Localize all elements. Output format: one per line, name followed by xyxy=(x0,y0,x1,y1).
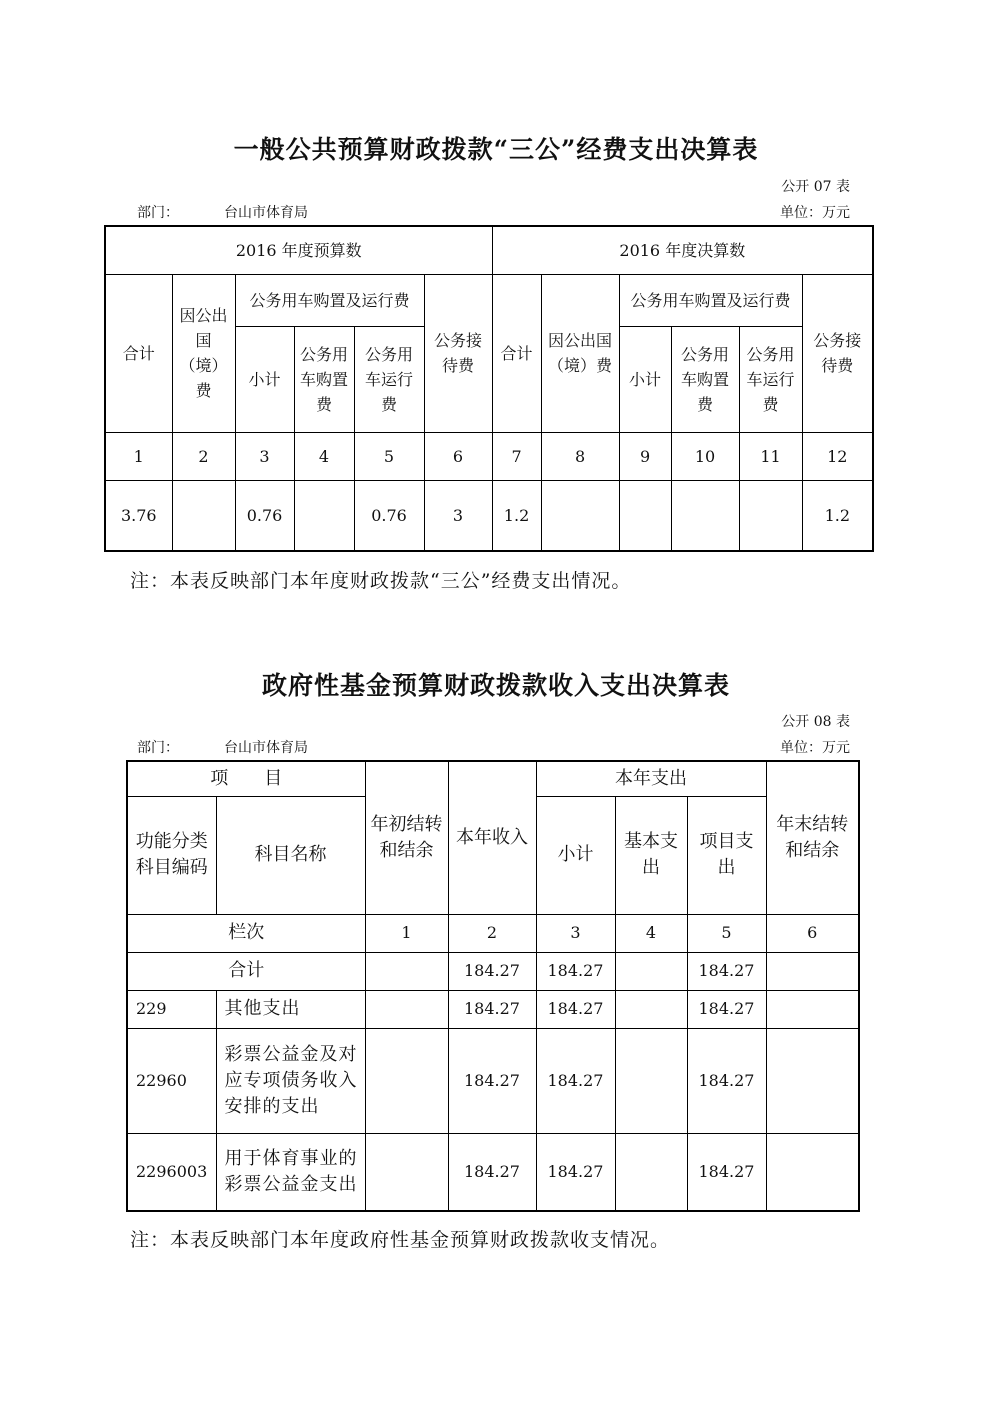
value-row xyxy=(105,480,873,551)
value-cell xyxy=(615,1133,687,1211)
col-number: 6 xyxy=(424,432,492,480)
value-cell xyxy=(615,990,687,1028)
table2-dept-name: 台山市体育局 xyxy=(224,740,308,756)
header-abroad-actual: 因公出国（境）费 xyxy=(541,274,619,432)
col-number: 10 xyxy=(671,432,739,480)
header-code: 功能分类科目编码 xyxy=(127,796,216,914)
column-number-row xyxy=(105,432,873,480)
col-number: 7 xyxy=(492,432,541,480)
value-cell xyxy=(365,990,448,1028)
header-name: 科目名称 xyxy=(216,796,365,914)
table2-title: 政府性基金预算财政拨款收入支出决算表 xyxy=(261,671,730,700)
value-cell xyxy=(294,480,354,551)
value-cell xyxy=(766,1028,859,1133)
value-cell xyxy=(365,1133,448,1211)
header-car-buy: 公务用车购置费 xyxy=(294,326,354,432)
value-cell: 184.27 xyxy=(536,952,615,990)
header-car-buy-actual: 公务用车购置费 xyxy=(671,326,739,432)
gov-fund-table xyxy=(126,760,860,1212)
value-cell: 184.27 xyxy=(687,1133,766,1211)
col-number: 1 xyxy=(365,914,448,952)
col-number: 2 xyxy=(448,914,536,952)
col-number: 1 xyxy=(105,432,172,480)
col-number: 2 xyxy=(172,432,235,480)
value-cell: 3.76 xyxy=(105,480,172,551)
table1-unit: 单位：万元 xyxy=(780,205,850,221)
value-cell xyxy=(619,480,671,551)
value-cell: 184.27 xyxy=(536,1133,615,1211)
value-cell xyxy=(766,1133,859,1211)
col-number: 3 xyxy=(235,432,294,480)
col-number: 3 xyxy=(536,914,615,952)
header-reception: 公务接待费 xyxy=(424,274,492,432)
table1-form-no: 公开 07 表 xyxy=(781,179,850,195)
value-cell: 184.27 xyxy=(536,1028,615,1133)
value-cell: 184.27 xyxy=(448,1028,536,1133)
value-cell xyxy=(365,1028,448,1133)
value-cell xyxy=(365,952,448,990)
table-row xyxy=(127,1133,859,1211)
table1-title: 一般公共预算财政拨款“三公”经费支出决算表 xyxy=(233,135,759,164)
col-number: 9 xyxy=(619,432,671,480)
header-expense-group: 本年支出 xyxy=(536,761,766,796)
row-code: 2296003 xyxy=(127,1133,216,1211)
value-cell xyxy=(172,480,235,551)
value-cell: 1.2 xyxy=(492,480,541,551)
header-basic: 基本支出 xyxy=(615,796,687,914)
group-budget-header: 2016 年度预算数 xyxy=(105,226,492,274)
header-income: 本年收入 xyxy=(448,761,536,914)
value-cell xyxy=(615,952,687,990)
header-subtotal: 小计 xyxy=(235,326,294,432)
table2-form-no: 公开 08 表 xyxy=(781,714,850,730)
header-car-run: 公务用车运行费 xyxy=(354,326,424,432)
header-project: 项目支出 xyxy=(687,796,766,914)
value-cell: 0.76 xyxy=(235,480,294,551)
header-item: 项 目 xyxy=(127,761,365,796)
row-code: 22960 xyxy=(127,1028,216,1133)
value-cell: 184.27 xyxy=(687,990,766,1028)
header-subtotal-actual: 小计 xyxy=(619,326,671,432)
three-public-expense-table xyxy=(104,225,874,552)
header-total-actual: 合计 xyxy=(492,274,541,432)
value-cell xyxy=(739,480,802,551)
table1-note: 注：本表反映部门本年度财政拨款“三公”经费支出情况。 xyxy=(130,570,632,592)
value-cell: 3 xyxy=(424,480,492,551)
col-number: 8 xyxy=(541,432,619,480)
value-cell: 184.27 xyxy=(687,952,766,990)
header-carry-out: 年末结转和结余 xyxy=(766,761,859,914)
table-row xyxy=(127,1028,859,1133)
value-cell xyxy=(541,480,619,551)
total-row xyxy=(127,952,859,990)
value-cell: 184.27 xyxy=(687,1028,766,1133)
row-code: 229 xyxy=(127,990,216,1028)
table2-note: 注：本表反映部门本年度政府性基金预算财政拨款收支情况。 xyxy=(130,1229,671,1251)
col-number: 5 xyxy=(687,914,766,952)
col-number: 4 xyxy=(294,432,354,480)
header-reception-actual: 公务接待费 xyxy=(802,274,873,432)
value-cell: 184.27 xyxy=(536,990,615,1028)
row-name: 彩票公益金及对应专项债务收入安排的支出 xyxy=(216,1028,365,1133)
table2-dept-label: 部门： xyxy=(137,740,179,756)
col-number: 5 xyxy=(354,432,424,480)
column-number-row xyxy=(127,914,859,952)
header-abroad: 因公出国（境）费 xyxy=(172,274,235,432)
value-cell xyxy=(671,480,739,551)
header-subtotal: 小计 xyxy=(536,796,615,914)
row-name: 用于体育事业的彩票公益金支出 xyxy=(216,1133,365,1211)
row-name: 其他支出 xyxy=(216,990,365,1028)
col-number: 4 xyxy=(615,914,687,952)
header-car-run-actual: 公务用车运行费 xyxy=(739,326,802,432)
table1-dept-name: 台山市体育局 xyxy=(224,205,308,221)
col-label: 栏次 xyxy=(127,914,365,952)
header-total: 合计 xyxy=(105,274,172,432)
group-actual-header: 2016 年度决算数 xyxy=(492,226,873,274)
value-cell: 184.27 xyxy=(448,990,536,1028)
col-number: 6 xyxy=(766,914,859,952)
value-cell xyxy=(766,990,859,1028)
header-carry-in: 年初结转和结余 xyxy=(365,761,448,914)
table2-unit: 单位：万元 xyxy=(780,740,850,756)
total-label: 合计 xyxy=(127,952,365,990)
value-cell xyxy=(766,952,859,990)
table1-dept-label: 部门： xyxy=(137,205,179,221)
value-cell: 1.2 xyxy=(802,480,873,551)
header-car-group-actual: 公务用车购置及运行费 xyxy=(619,274,802,326)
col-number: 11 xyxy=(739,432,802,480)
value-cell: 184.27 xyxy=(448,952,536,990)
value-cell xyxy=(615,1028,687,1133)
header-car-group: 公务用车购置及运行费 xyxy=(235,274,424,326)
value-cell: 0.76 xyxy=(354,480,424,551)
table-row xyxy=(127,990,859,1028)
col-number: 12 xyxy=(802,432,873,480)
value-cell: 184.27 xyxy=(448,1133,536,1211)
